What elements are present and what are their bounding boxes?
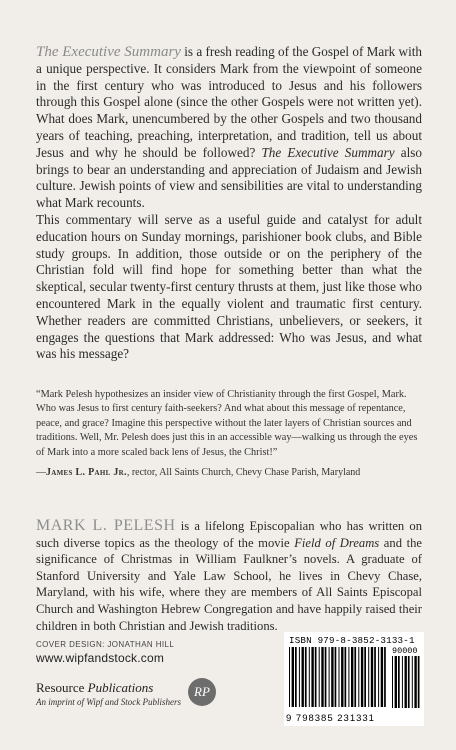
- price-code: 90000: [392, 646, 418, 656]
- barcode-bar: [325, 647, 327, 707]
- barcode-bar: [319, 647, 320, 707]
- barcode-bar: [348, 647, 349, 707]
- barcode-bar: [299, 647, 300, 707]
- credits: [36, 640, 236, 665]
- barcode-bar: [368, 647, 369, 707]
- barcode-bar: [351, 647, 353, 707]
- barcode-bar: [405, 656, 407, 708]
- barcode-bar: [402, 656, 403, 708]
- barcode-bar: [408, 656, 410, 708]
- barcode-bar: [395, 656, 397, 708]
- publisher-website[interactable]: www.wipfandstock.com: [36, 651, 165, 665]
- publisher-name: Resource Publications: [36, 680, 154, 695]
- barcode-bar: [412, 656, 413, 708]
- publisher-logo-icon: RP: [188, 678, 216, 706]
- isbn-label: ISBN 979-8-3852-3133-1: [289, 635, 415, 646]
- endorsement-attribution: —James L. Pahl Jr., rector, All Saints Church, Chevy Chase Parish, Maryland: [36, 467, 361, 479]
- barcode-bar: [354, 647, 356, 707]
- barcode-bar: [309, 647, 310, 707]
- barcode-bar: [361, 647, 363, 707]
- author-name: MARK L. PELESH: [36, 517, 176, 534]
- barcode-bar: [381, 647, 383, 707]
- endorsement-quote: “Mark Pelesh hypothesizes an insider view of Christianity through the first Gospel, Mark. Who was Jesus to first century faith-seekers? And what about this message of repentance, peace, and grace? Imagine this perspective without the later layers of Christian sources and traditions. Well, Mr. Pelesh does just this in an accessible way—walking us through the eyes of Mark into a more scaled back lens of Jesus, the Christ!”: [36, 389, 418, 458]
- barcode-bar: [289, 647, 290, 707]
- barcode-bar: [364, 647, 366, 707]
- barcode-bar: [305, 647, 307, 707]
- isbn-digits: 9 798385 231331: [286, 713, 375, 724]
- description-paragraph-1: The Executive Summary is a fresh reading of the Gospel of Mark with a unique perspective. It considers Mark from the viewpoint of someone in the first century who was introduced to Jesus and his followers through this Gospel alone (since the other Gospels were not written yet). What does Mark, unencumbered by the other Gospels and two thousand years of teaching, preaching, interpretation, and tradition, tell us about Jesus and why he should be followed? The Executive Summary also brings to bear an understanding and appreciation of Judaism and Jewish culture. Jewish points of view and sensibilities are vital to understanding what Mark recounts.: [36, 44, 423, 211]
- barcode-bar: [392, 656, 393, 708]
- endorser-name: James L. Pahl Jr.: [46, 467, 127, 479]
- barcode-bar: [358, 647, 359, 707]
- barcode-bar: [329, 647, 330, 707]
- endorsement: [36, 388, 426, 480]
- barcode-bar: [378, 647, 379, 707]
- barcode-bar: [315, 647, 317, 707]
- book-description: [36, 44, 422, 363]
- barcode-bar: [311, 647, 313, 707]
- barcode-bar: [321, 647, 323, 707]
- cover-design-credit: COVER DESIGN: JONATHAN HILL: [36, 640, 175, 649]
- barcode-addon-icon: [392, 656, 420, 708]
- barcode-bar: [292, 647, 294, 707]
- book-title: The Executive Summary: [36, 44, 181, 60]
- barcode-box: [284, 632, 424, 726]
- author-bio: MARK L. PELESH is a lifelong Episcopalian who has written on such diverse topics as the theology of the movie Field of Dreams and the significance of Christmas in William Faulkner’s novels. A graduate of Stanford University and Yale Law School, he lives in Chevy Chase, Maryland, with his wife, where they are members of All Saints Episcopal Church and Washington Hebrew Congregation and have happily raised their children in both Christian and Jewish traditions.: [36, 517, 423, 633]
- barcode-bar: [384, 647, 386, 707]
- barcode-bar: [418, 656, 420, 708]
- barcode-bar: [374, 647, 376, 707]
- publisher-imprint: An imprint of Wipf and Stock Publishers: [36, 697, 182, 707]
- barcode-icon: [289, 647, 387, 707]
- barcode-bar: [295, 647, 297, 707]
- barcode-bar: [414, 656, 416, 708]
- barcode-bar: [371, 647, 373, 707]
- barcode-bar: [335, 647, 337, 707]
- barcode-bar: [339, 647, 340, 707]
- barcode-bar: [398, 656, 400, 708]
- barcode-bar: [345, 647, 347, 707]
- description-paragraph-2: This commentary will serve as a useful guide and catalyst for adult education hours on Sunday mornings, parishioner book clubs, and Bible study groups. In addition, those outside or on the periphery of the Christian fold will find hope for something better than what the skeptical, secular twenty-first century thrusts at them, just like those who encountered Mark in the equally violent and traumatic first century. Whether readers are committed Christians, unbelievers, or seekers, it engages the questions that Mark addressed: Who was Jesus, and what was his message?: [36, 211, 422, 362]
- barcode-bar: [331, 647, 333, 707]
- barcode-bar: [341, 647, 343, 707]
- barcode-bar: [302, 647, 304, 707]
